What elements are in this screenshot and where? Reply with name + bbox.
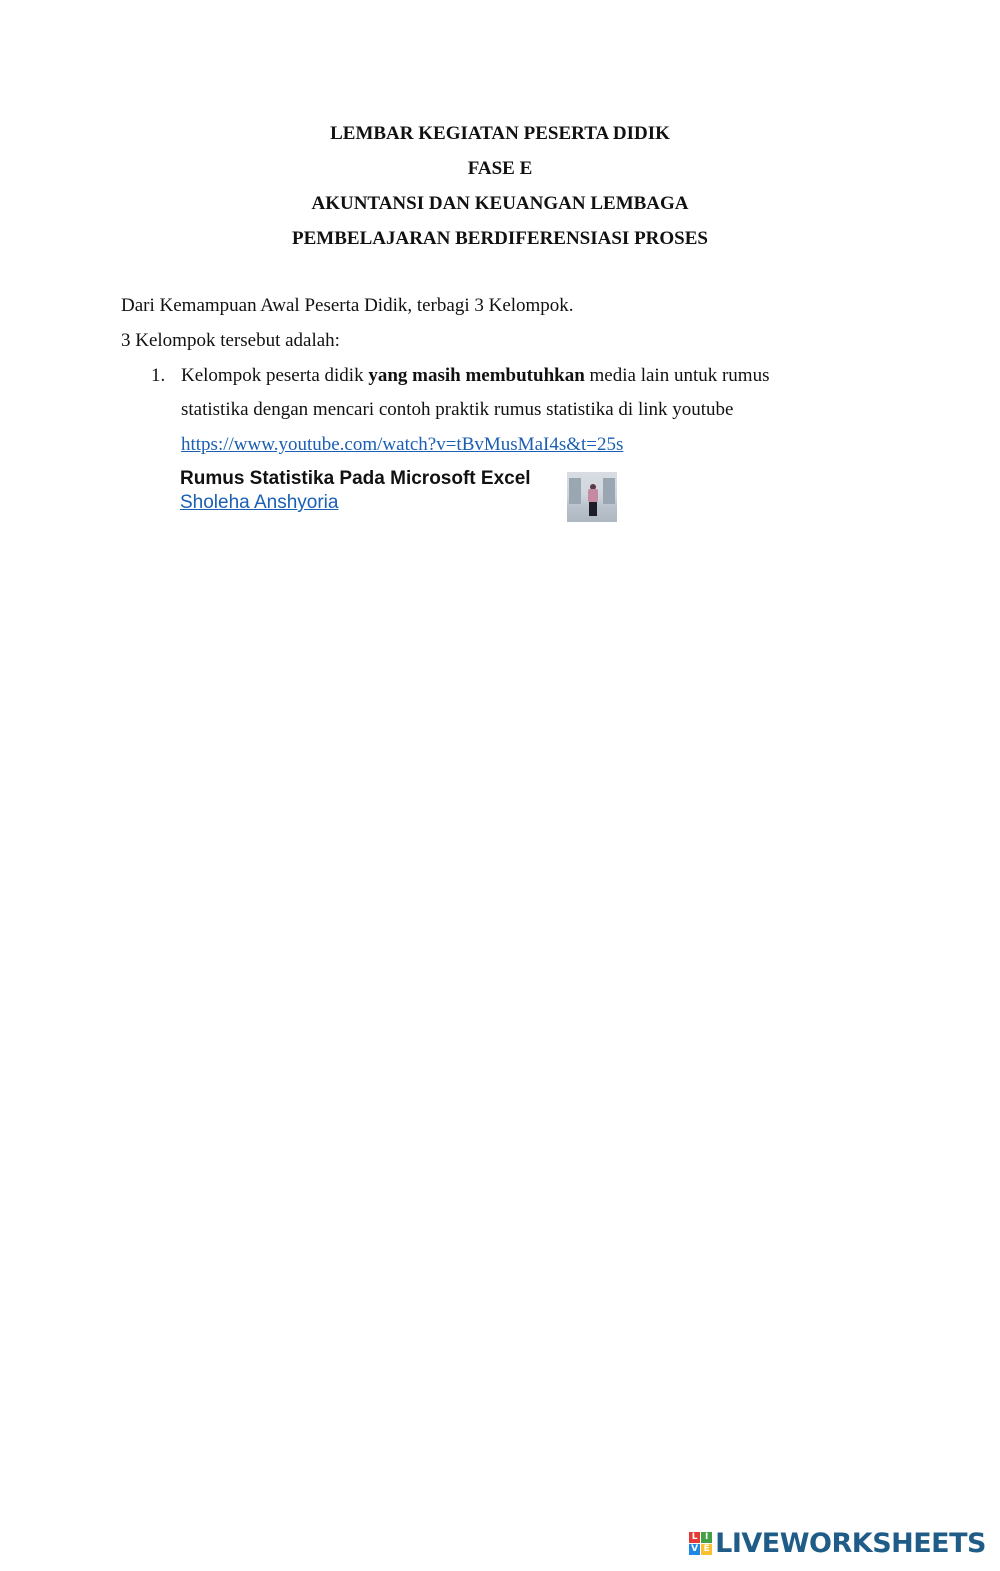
intro-sentence-1: Dari Kemampuan Awal Peserta Didik, terbagi 3 Kelompok. (121, 295, 574, 316)
header-subject: AKUNTANSI DAN KEUANGAN LEMBAGA (311, 193, 689, 214)
logo-letter-e: E (701, 1544, 712, 1555)
logo-letter-v: V (689, 1544, 700, 1555)
list-item-text-start: Kelompok peserta didik (181, 365, 369, 386)
video-embed-card[interactable] (180, 466, 620, 526)
thumbnail-building-right (603, 478, 615, 504)
logo-letter-l: L (689, 1532, 700, 1543)
thumbnail-building-left (569, 478, 581, 504)
youtube-link[interactable] (181, 433, 623, 457)
liveworksheets-icon (689, 1532, 712, 1555)
video-author-link[interactable]: Sholeha Anshyoria (180, 492, 339, 513)
header-method: PEMBELAJARAN BERDIFERENSIASI PROSES (292, 228, 708, 249)
intro-sentence-2: 3 Kelompok tersebut adalah: (121, 330, 340, 351)
list-item-bold-text: yang masih membutuhkan (368, 365, 585, 386)
thumbnail-person-legs (589, 502, 597, 516)
video-thumbnail[interactable] (567, 472, 617, 522)
document-header (0, 116, 1000, 256)
header-phase: FASE E (467, 158, 533, 179)
video-title[interactable]: Rumus Statistika Pada Microsoft Excel (180, 468, 531, 489)
header-title: LEMBAR KEGIATAN PESERTA DIDIK (330, 123, 670, 144)
list-item-number: 1. (151, 365, 166, 386)
list-item-line-1 (181, 364, 769, 388)
list-item-text-end: media lain untuk rumus (584, 365, 770, 386)
list-item-line-2: statistika dengan mencari contoh praktik rumus statistika di link youtube (181, 399, 734, 420)
thumbnail-person-body (588, 489, 598, 502)
liveworksheets-wordmark: LIVEWORKSHEETS (715, 1528, 986, 1559)
liveworksheets-logo (689, 1528, 986, 1559)
logo-letter-i: I (701, 1532, 712, 1543)
youtube-url[interactable]: https://www.youtube.com/watch?v=tBvMusMaI4s&t=25s (181, 434, 624, 455)
